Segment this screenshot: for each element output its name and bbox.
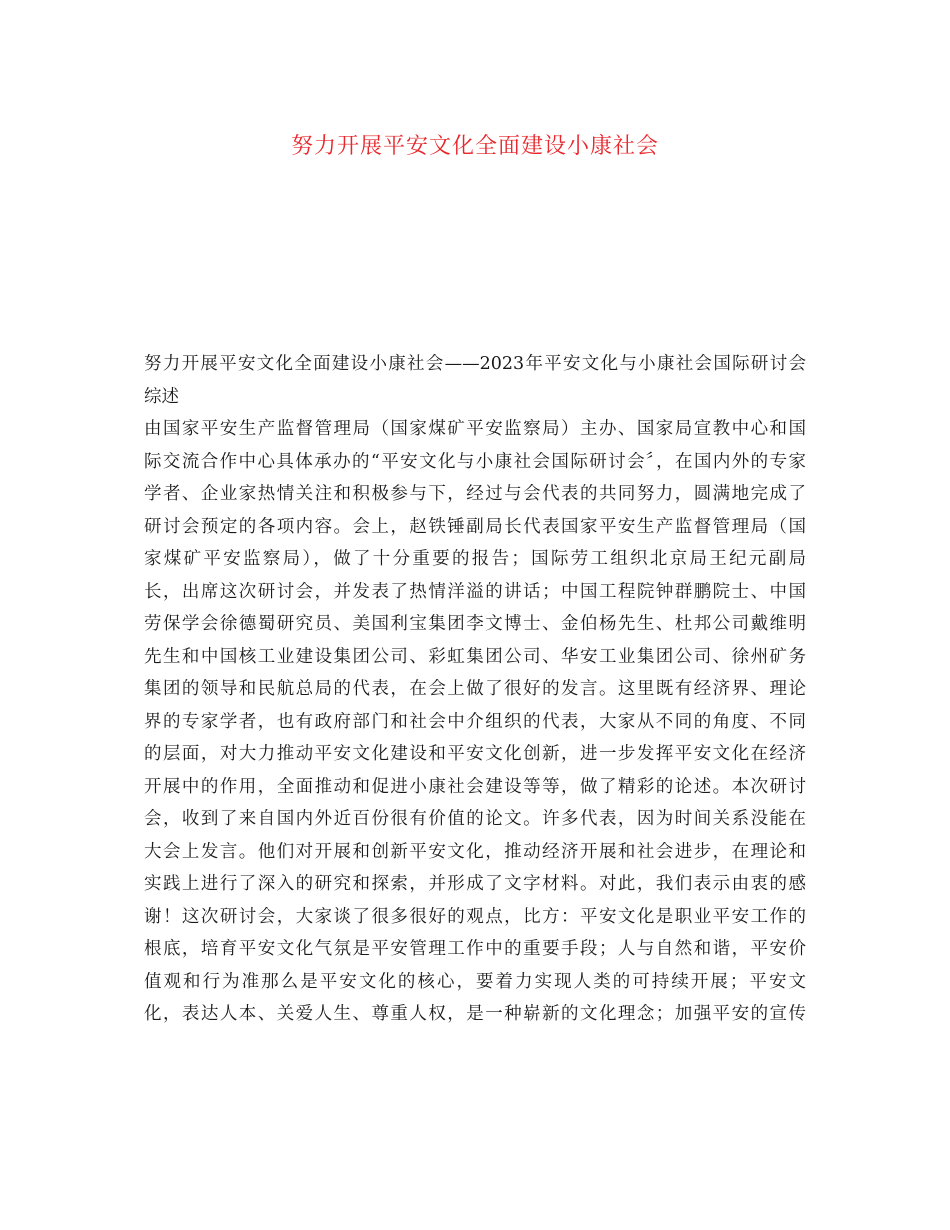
body-line: 开展中的作用，全面推动和促进小康社会建设等等，做了精彩的论述。本次研讨 <box>144 776 806 797</box>
document-title: 努力开展平安文化全面建设小康社会 <box>290 134 659 159</box>
body-line: 大会上发言。他们对开展和创新平安文化，推动经济开展和社会进步，在理论和 <box>144 841 806 862</box>
body-line: 根底，培育平安文化气氛是平安管理工作中的重要手段；人与自然和谐，平安价 <box>144 939 806 959</box>
body-line: 研讨会预定的各项内容。会上，赵铁锤副局长代表国家平安生产监督管理局（国 <box>144 516 806 537</box>
body-line: 长，出席这次研讨会，并发表了热情洋溢的讲话；中国工程院钟群鹏院士、中国 <box>144 581 806 602</box>
body-line: 界的专家学者，也有政府部门和社会中介组织的代表，大家从不同的角度、不同 <box>144 711 806 732</box>
body-line: 家煤矿平安监察局），做了十分重要的报告；国际劳工组织北京局王纪元副局 <box>144 549 806 569</box>
body-line: 综述 <box>144 386 179 407</box>
body-line: 会，收到了来自国内外近百份很有价值的论文。许多代表，因为时间关系没能在 <box>144 809 806 829</box>
body-line: 集团的领导和民航总局的代表，在会上做了很好的发言。这里既有经济界、理论 <box>144 679 806 699</box>
body-line: 努力开展平安文化全面建设小康社会——2023年平安文化与小康社会国际研讨会 <box>144 354 806 374</box>
document-body <box>144 348 806 1031</box>
body-line: 化，表达人本、关爱人生、尊重人权，是一种崭新的文化理念；加强平安的宣传 <box>144 1004 806 1024</box>
body-line: 际交流合作中心具体承办的“平安文化与小康社会国际研讨会〞，在国内外的专家 <box>144 451 806 472</box>
body-line: 先生和中国核工业建设集团公司、彩虹集团公司、华安工业集团公司、徐州矿务 <box>144 646 806 667</box>
body-line: 学者、企业家热情关注和积极参与下，经过与会代表的共同努力，圆满地完成了 <box>144 484 806 504</box>
body-line: 由国家平安生产监督管理局（国家煤矿平安监察局）主办、国家局宣教中心和国 <box>144 419 806 439</box>
body-line: 劳保学会徐德蜀研究员、美国利宝集团李文博士、金伯杨先生、杜邦公司戴维明 <box>144 614 806 634</box>
body-line: 谢！这次研讨会，大家谈了很多很好的观点，比方：平安文化是职业平安工作的 <box>144 906 806 927</box>
body-line: 的层面，对大力推动平安文化建设和平安文化创新，进一步发挥平安文化在经济 <box>144 744 806 764</box>
body-line: 实践上进行了深入的研究和探索，并形成了文字材料。对此，我们表示由衷的感 <box>144 874 806 894</box>
body-line: 值观和行为准那么是平安文化的核心，要着力实现人类的可持续开展；平安文 <box>144 971 806 992</box>
